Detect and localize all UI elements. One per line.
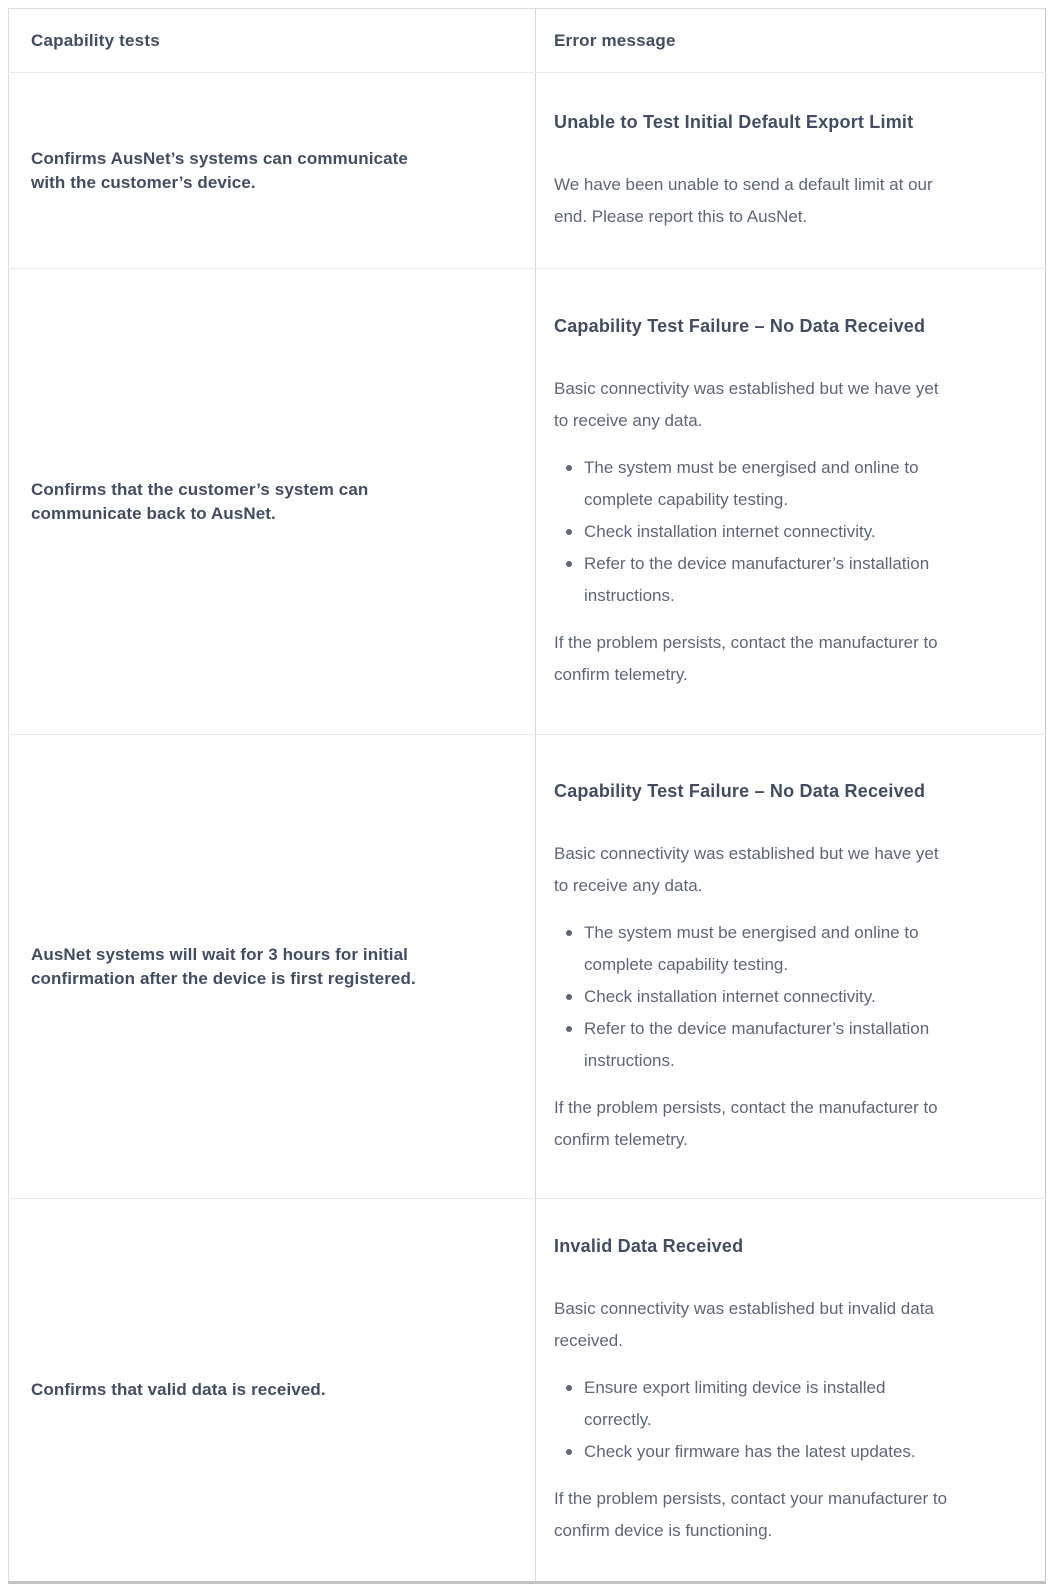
capability-test-description: Confirms that the customer’s system can communicate back to AusNet. <box>31 479 369 523</box>
capability-test-cell <box>9 1199 536 1583</box>
column-header-error-message: Error message <box>536 9 1046 73</box>
error-message-cell <box>536 269 1046 735</box>
error-message-cell <box>536 73 1046 269</box>
error-bullet-list <box>554 1372 956 1468</box>
capability-test-cell <box>9 73 536 269</box>
error-message-cell <box>536 1199 1046 1583</box>
error-bullet-item: Refer to the device manufacturer’s installation instructions. <box>554 1013 956 1077</box>
error-message-cell <box>536 735 1046 1199</box>
table-row <box>9 269 1046 735</box>
error-message-content <box>554 313 1005 691</box>
error-outro: If the problem persists, contact the manufacturer to confirm telemetry. <box>554 1097 938 1149</box>
capability-test-description: Confirms that valid data is received. <box>31 1380 326 1399</box>
error-bullet-item: Ensure export limiting device is installed correctly. <box>554 1372 956 1436</box>
capability-test-description: Confirms AusNet’s systems can communicate with the customer’s device. <box>31 148 408 192</box>
error-bullet-item: Check installation internet connectivity. <box>554 516 956 548</box>
column-header-capability-tests: Capability tests <box>9 9 536 73</box>
error-title: Unable to Test Initial Default Export Limit <box>554 111 914 132</box>
error-bullet-list <box>554 917 956 1077</box>
capability-test-description: AusNet systems will wait for 3 hours for initial confirmation after the device is first registered. <box>31 944 416 988</box>
error-intro: Basic connectivity was established but invalid data received. <box>554 1299 934 1350</box>
error-intro: We have been unable to send a default limit at our end. Please report this to AusNet. <box>554 174 933 226</box>
error-bullet-item: The system must be energised and online to complete capability testing. <box>554 917 956 981</box>
error-bullet-item: Check installation internet connectivity. <box>554 981 956 1013</box>
error-intro: Basic connectivity was established but we have yet to receive any data. <box>554 378 939 430</box>
error-bullet-item: Check your firmware has the latest updates. <box>554 1436 956 1468</box>
error-outro: If the problem persists, contact your manufacturer to confirm device is functioning. <box>554 1489 948 1540</box>
error-bullet-item: The system must be energised and online to complete capability testing. <box>554 452 956 516</box>
error-message-content <box>554 109 1005 233</box>
error-message-content <box>554 778 1005 1156</box>
error-bullet-list <box>554 452 956 612</box>
table-row <box>9 73 1046 269</box>
error-message-content <box>554 1233 1005 1547</box>
capability-tests-table <box>8 8 1046 1584</box>
capability-test-cell <box>9 735 536 1199</box>
error-title: Capability Test Failure – No Data Received <box>554 780 926 801</box>
table-header-row <box>9 9 1046 73</box>
capability-test-cell <box>9 269 536 735</box>
table-row <box>9 1199 1046 1583</box>
error-bullet-item: Refer to the device manufacturer’s installation instructions. <box>554 548 956 612</box>
error-intro: Basic connectivity was established but we have yet to receive any data. <box>554 843 939 895</box>
error-outro: If the problem persists, contact the manufacturer to confirm telemetry. <box>554 632 938 684</box>
error-title: Capability Test Failure – No Data Received <box>554 315 926 336</box>
error-title: Invalid Data Received <box>554 1236 744 1256</box>
table-row <box>9 735 1046 1199</box>
